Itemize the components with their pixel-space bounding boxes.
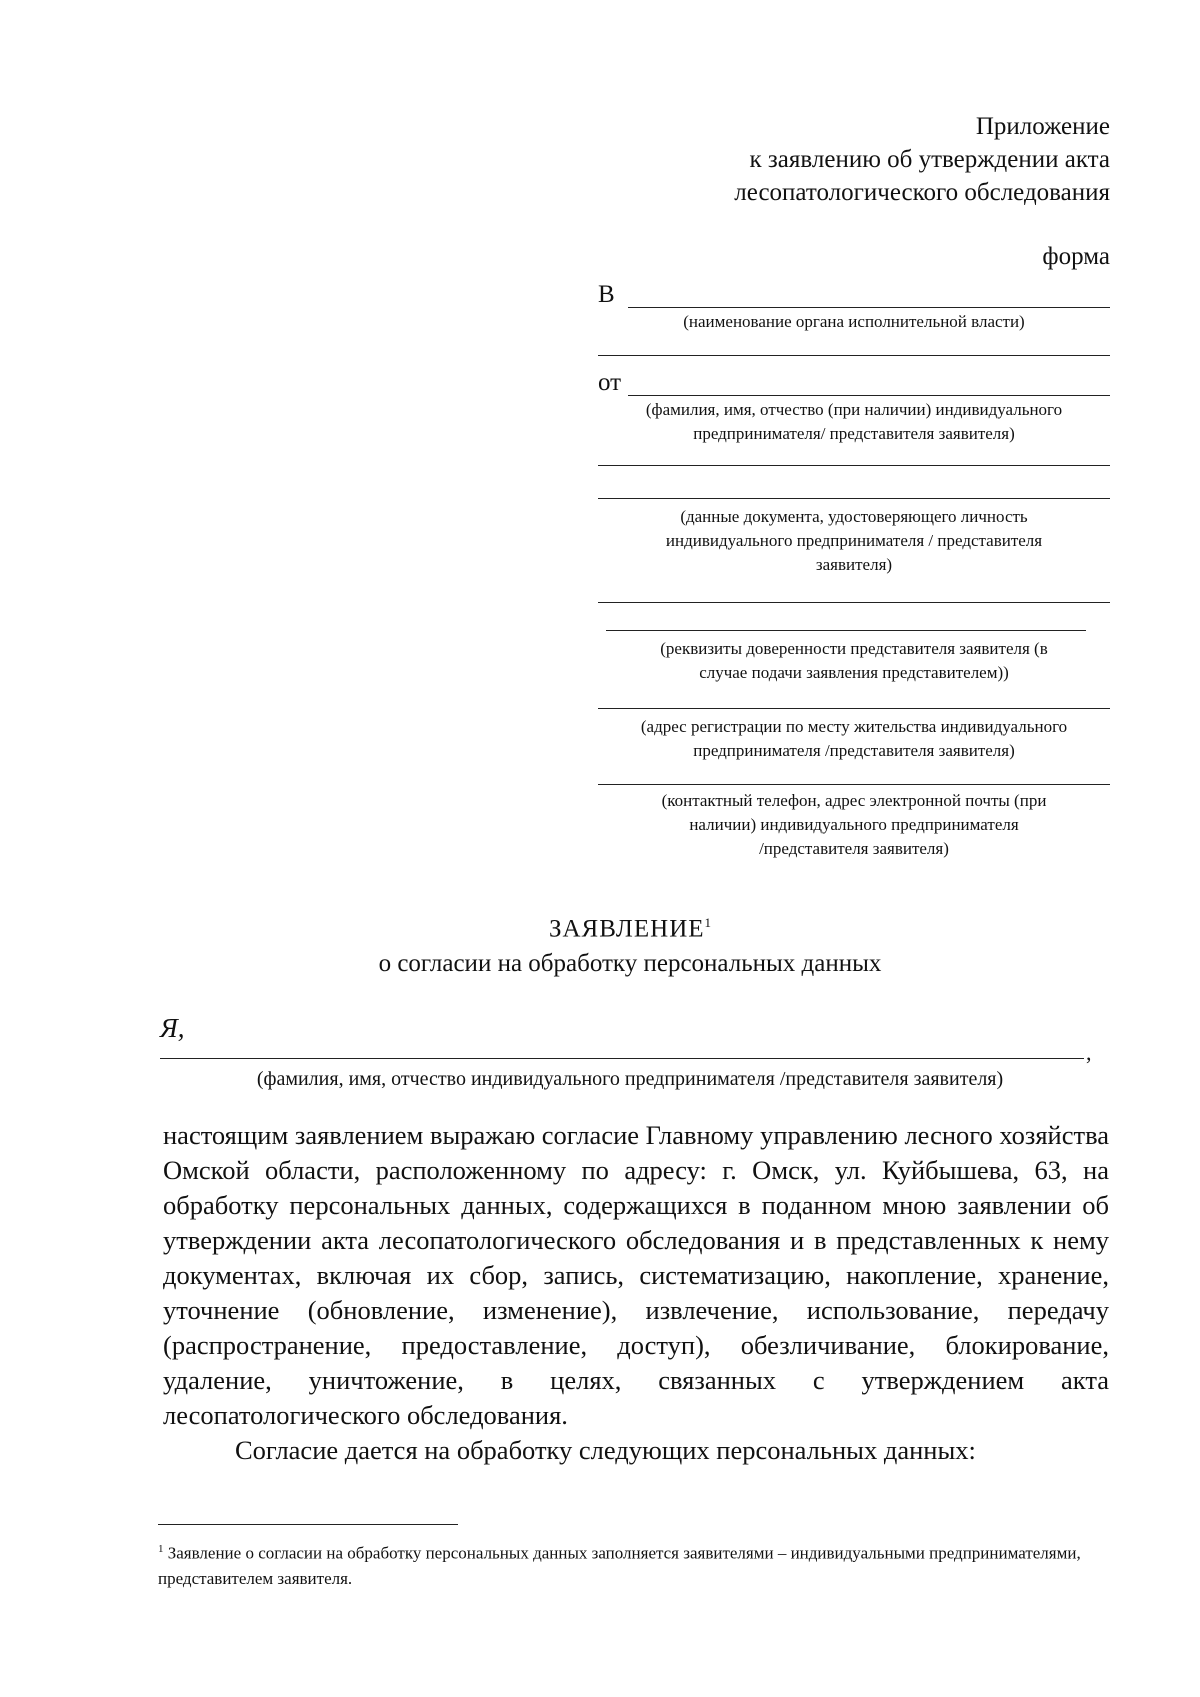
statement-heading [150,906,1110,982]
caption-line: (адрес регистрации по месту жительства индивидуального [640,717,1068,736]
applicant-line-comma: , [1086,1040,1092,1065]
caption-line: заявителя) [815,555,893,574]
footnote-separator [158,1524,458,1525]
statement-title [150,906,1110,946]
consent-scope-paragraph: Согласие дается на обработку следующих персональных данных: [235,1435,976,1465]
id-document-line [598,498,1110,499]
caption-line: (реквизиты доверенности представителя заявителя (в [660,639,1048,658]
address-caption [598,709,1110,763]
caption-line: случае подачи заявления представителем)) [699,663,1009,682]
applicant-full-name-field[interactable] [160,1058,1084,1059]
caption-line: индивидуального предпринимателя / представителя [665,531,1043,550]
applicant-intro: Я, [160,1013,185,1043]
to-prefix: В [598,281,615,308]
power-of-attorney-line [606,630,1086,631]
caption-line: (фамилия, имя, отчество (при наличии) индивидуального [645,400,1063,419]
statement-title-text: ЗАЯВЛЕНИЕ [548,915,705,943]
applicant-name-field-2[interactable] [598,446,1110,466]
caption-line: предпринимателя/ представителя заявителя) [693,424,1015,443]
consent-body [163,1118,1109,1468]
footnote [158,1537,1110,1591]
id-document-caption [598,499,1110,577]
contact-field[interactable] [598,763,1110,785]
authority-field[interactable] [598,276,1110,308]
caption-line: наличии) индивидуального предпринимателя [689,815,1019,834]
power-of-attorney-caption [598,631,1110,685]
id-document-field-2[interactable] [598,577,1110,603]
footnote-reference: 1 [704,915,712,930]
caption-line: (контактный телефон, адрес электронной почты (при [661,791,1047,810]
applicant-name-field[interactable] [598,356,1110,396]
contact-line [598,784,1110,785]
consent-paragraph: настоящим заявлением выражаю согласие Главному управлению лесного хозяйства Омской области, расположенному по адресу: г. Омск, ул. Куйбышева, 63, на обработку персональных данных, содержащихся в поданном мною заявлении об утверждении акта лесопатологического обследования и в представленных к нему документах, включая их сбор, запись, систематизацию, накопление, хранение, уточнение (обновление, изменение), извлечение, использование, передачу (распространение, предоставление, доступ), обезличивание, блокирование, удаление, уничтожение, в целях, связанных с утверждением акта лесопатологического обследования. [163,1120,1109,1430]
authority-field-2[interactable] [598,334,1110,356]
addressee-block [598,276,1110,861]
applicant-full-name-caption: (фамилия, имя, отчество индивидуального предпринимателя /представителя заявителя) [256,1068,1004,1090]
footnote-mark: 1 [158,1543,164,1555]
power-of-attorney-field[interactable] [598,603,1110,631]
appendix-subtitle-1: к заявлению об утверждении акта [749,146,1110,173]
appendix-title: Приложение [975,113,1110,140]
appendix-subtitle-2: лесопатологического обследования [734,179,1110,206]
footnote-text: Заявление о согласии на обработку персональных данных заполняется заявителями – индивидуальными предпринимателями, представителем заявителя. [158,1543,1081,1588]
form-label: форма [1042,243,1110,270]
authority-line [628,307,1110,308]
caption-line: /представителя заявителя) [759,839,949,858]
applicant-name-line [628,395,1110,396]
caption-line: (данные документа, удостоверяющего личность [680,507,1028,526]
applicant-name-caption [598,396,1110,446]
address-field[interactable] [598,685,1110,709]
from-prefix: от [598,369,622,396]
id-document-field[interactable] [598,466,1110,499]
appendix-header [734,110,1110,209]
contact-caption [598,785,1110,861]
authority-caption: (наименование органа исполнительной власти) [683,312,1025,331]
address-line [598,708,1110,709]
statement-subtitle: о согласии на обработку персональных данных [378,950,882,978]
caption-line: предпринимателя /представителя заявителя) [693,741,1015,760]
